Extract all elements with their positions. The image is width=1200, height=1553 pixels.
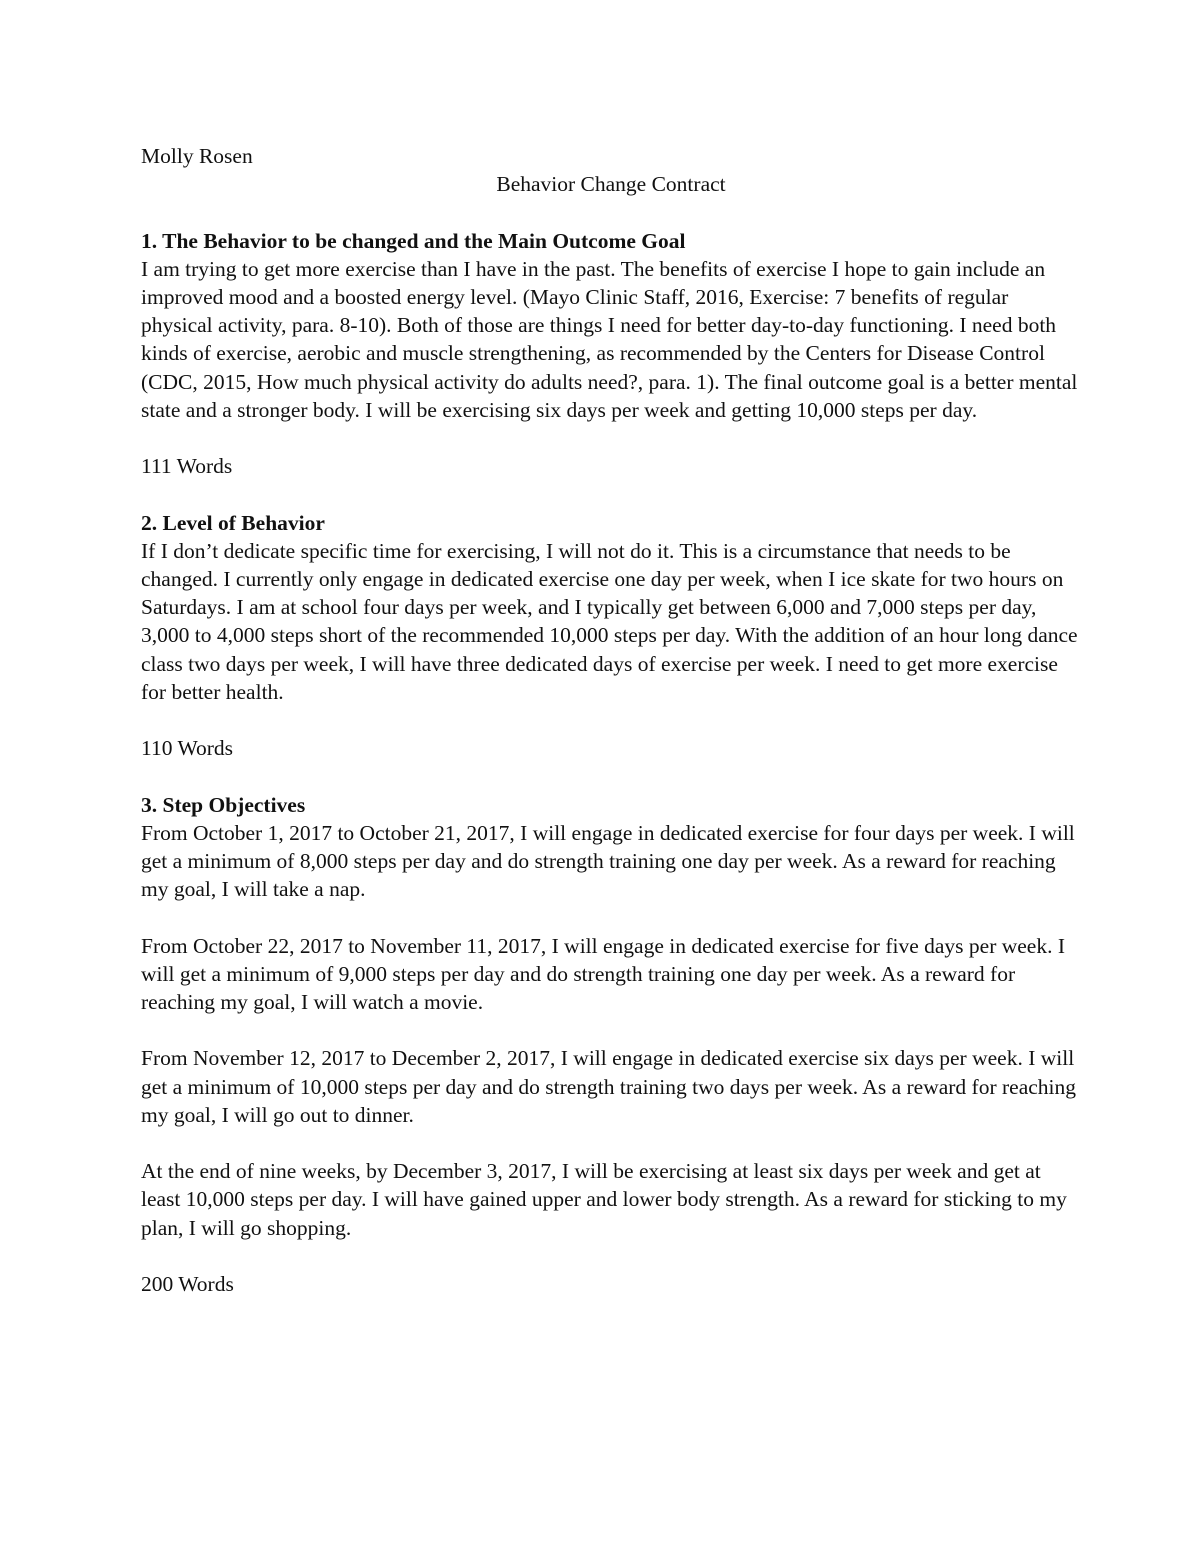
document-title: Behavior Change Contract (496, 172, 726, 197)
document-page (141, 142, 1081, 1298)
word-count: 110 Words (141, 736, 234, 761)
author-name: Molly Rosen (141, 144, 253, 168)
objective-paragraph: From October 22, 2017 to November 11, 2017, I will engage in dedicated exercise for five days per week. I will get a minimum of 9,000 steps per day and do strength training one day per week. As a reward for reaching my goal, I will watch a movie. (141, 933, 1066, 1014)
section-step-objectives (141, 791, 1081, 1299)
section-paragraph: I am trying to get more exercise than I have in the past. The benefits of exercise I hope to gain include an improved mood and a boosted energy level. (Mayo Clinic Staff, 2016, Exercise: 7 benefits of regular physical activity, para. 8-10). Both of those are things I need for better day-to-day functioning. I need both kinds of exercise, aerobic and muscle strengthening, as recommended by the Centers for Disease Control (CDC, 2015, How much physical activity do adults need?, para. 1). The final outcome goal is a better mental state and a stronger body. I will be exercising six days per week and getting 10,000 steps per day. (141, 256, 1078, 422)
section-heading: 2. Level of Behavior (141, 510, 325, 535)
word-count: 200 Words (141, 1271, 234, 1296)
word-count: 111 Words (141, 454, 233, 479)
objective-paragraph: From November 12, 2017 to December 2, 2017, I will engage in dedicated exercise six days per week. I will get a minimum of 10,000 steps per day and do strength training two days per week. As a reward for reaching my goal, I will go out to dinner. (141, 1046, 1076, 1127)
section-paragraph: If I don’t dedicate specific time for exercising, I will not do it. This is a circumstance that needs to be changed. I currently only engage in dedicated exercise one day per week, when I ice skate for two hours on Saturdays. I am at school four days per week, and I typically get between 6,000 and 7,000 steps per day, 3,000 to 4,000 steps short of the recommended 10,000 steps per day. With the addition of an hour long dance class two days per week, I will have three dedicated days of exercise per week. I need to get more exercise for better health. (141, 538, 1078, 704)
objective-paragraph: At the end of nine weeks, by December 3, 2017, I will be exercising at least six days per week and get at least 10,000 steps per day. I will have gained upper and lower body strength. As a reward for sticking to my plan, I will go shopping. (141, 1159, 1067, 1240)
objective-paragraph: From October 1, 2017 to October 21, 2017, I will engage in dedicated exercise for four days per week. I will get a minimum of 8,000 steps per day and do strength training one day per week. As a reward for reaching my goal, I will take a nap. (141, 820, 1075, 902)
section-heading: 1. The Behavior to be changed and the Main Outcome Goal (141, 228, 686, 253)
section-heading: 3. Step Objectives (141, 792, 306, 817)
section-behavior-goal (141, 227, 1081, 481)
section-level-of-behavior (141, 509, 1081, 763)
